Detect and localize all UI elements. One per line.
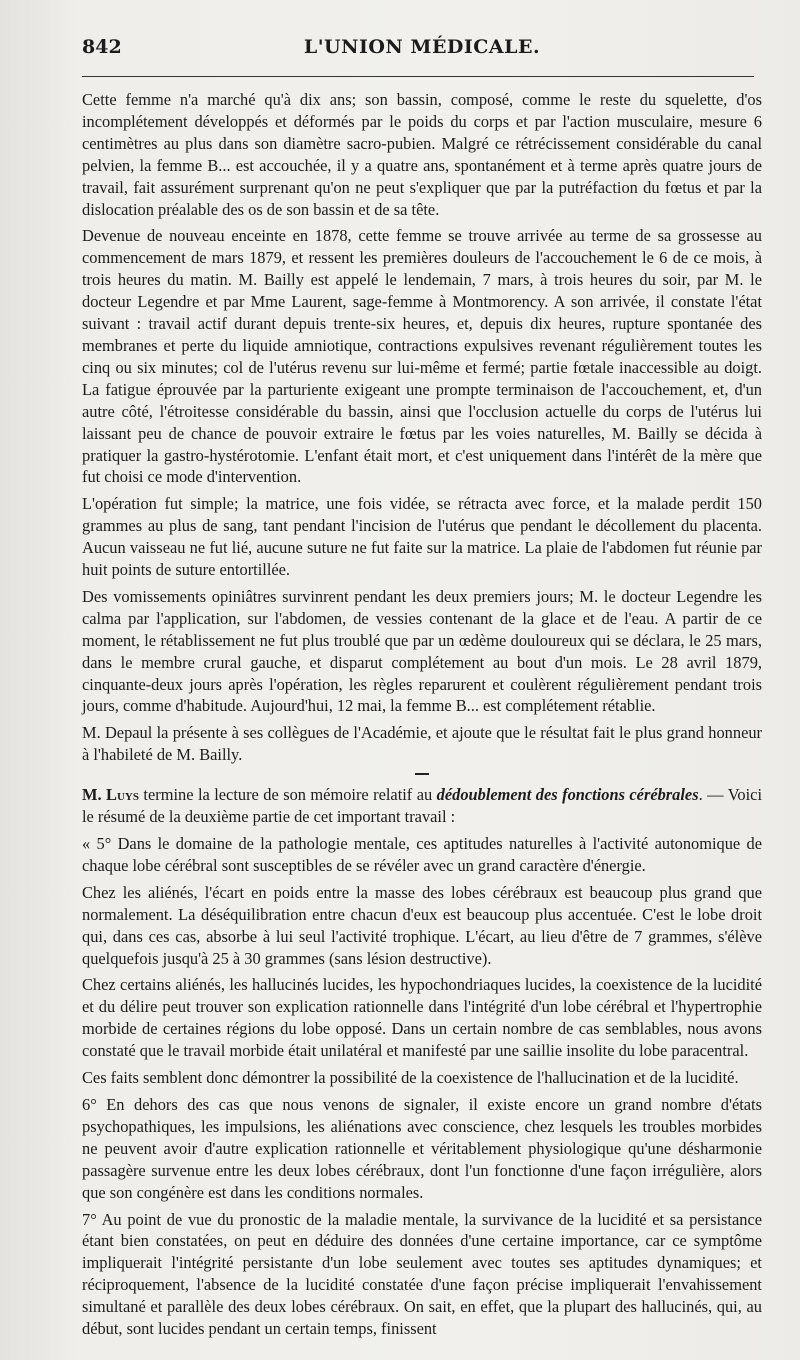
paragraph-10: 6° En dehors des cas que nous venons de signaler, il existe encore un grand nombre d'états psychopathiques, les impulsions, les aliénations avec conscience, chez lesquels les troubles morbides ne peuvent avoir d'autre explication rationnelle et véritablement physiologique qu'une désharmonie passagère survenue entre les deux lobes cérébraux, dont l'un fonctionne d'une façon irrégulière, alors que son congénère est dans les conditions normales.	[82, 1094, 762, 1202]
paragraph-4: Des vomissements opiniâtres survinrent pendant les deux premiers jours; M. le docteur Legendre les calma par l'application, sur l'abdomen, de vessies contenant de la glace et de l'eau. A partir de ce moment, le rétablissement ne fut plus troublé que par un œdème douloureux qui se déclara, le 25 mars, dans le membre crural gauche, et disparut complétement au bout d'un mois. Le 28 avril 1879, cinquante-deux jours après l'opération, les règles reparurent et coulèrent régulièrement pendant trois jours, comme d'habitude. Aujourd'hui, 12 mai, la femme B... est complétement rétablie.	[82, 586, 762, 716]
header-rule	[82, 76, 754, 77]
memoir-title: dédoublement des fonctions cérébrales	[436, 785, 699, 805]
speaker-name: M. Luys	[82, 785, 139, 805]
paragraph-7: Chez les aliénés, l'écart en poids entre la masse des lobes cérébraux est beaucoup plus grand que normalement. La déséquilibration entre chacun d'eux est beaucoup plus accentuée. C'est le lobe droit qui, dans ces cas, absorbe à lui seul l'activité trophique. L'écart, au lieu d'être de 7 grammes, s'élève quelquefois jusqu'à 25 à 30 grammes (sans lésion destructive).	[82, 882, 762, 968]
paragraph-5: M. Depaul la présente à ses collègues de l'Académie, et ajoute que le résultat fait le plus grand honneur à l'habileté de M. Bailly.	[82, 723, 762, 765]
paragraph-2: Devenue de nouveau enceinte en 1878, cette femme se trouve arrivée au terme de sa grossesse au commencement de mars 1879, et ressent les premières douleurs de l'accouchement le 6 de ce mois, à trois heures du matin. M. Bailly est appelé le lendemain, 7 mars, à trois heures du soir, par M. le docteur Legendre et par Mme Laurent, sage-femme à Montmorency. A son arrivée, il constate l'état suivant : travail actif durant depuis trente-six heures, et, depuis dix heures, rupture spontanée des membranes et perte du liquide amniotique, contractions expulsives revenant régulièrement toutes les cinq ou six minutes; col de l'utérus revenu sur lui-même et fermé; partie fœtale inaccessible au doigt. La fatigue éprouvée par la parturiente exigeant une prompte terminaison de l'accouchement, et, d'un autre côté, l'étroitesse considérable du bassin, ainsi que l'occlusion actuelle du corps de l'utérus lui laissant peu de chance de pouvoir extraire le fœtus par les voies naturelles, M. Bailly se décida à pratiquer la gastro-hystérotomie. L'enfant était mort, et c'est uniquement dans l'intérêt de la mère que fut choisi ce mode d'intervention.	[82, 226, 762, 487]
running-title: L'UNION MÉDICALE.	[303, 36, 541, 58]
page-number: 842	[82, 36, 122, 58]
paragraph-1: Cette femme n'a marché qu'à dix ans; son bassin, composé, comme le reste du squelette, d'os incomplétement développés et déformés par le poids du corps et par l'action musculaire, mesure 6 centimètres au plus dans son diamètre sacro-pubien. Malgré ce rétrécissement considérable du canal pelvien, la femme B... est accouchée, il y a quatre ans, spontanément et à terme après quatre jours de travail, fait assurément surprenant qu'on ne peut s'expliquer que par la putréfaction du fœtus et par la dislocation préalable des os de son bassin et de sa tête.	[82, 90, 762, 219]
paragraph-6: « 5° Dans le domaine de la pathologie mentale, ces aptitudes naturelles à l'activité autonomique de chaque lobe cérébral sont susceptibles de se révéler avec un grand caractère d'énergie.	[82, 834, 762, 875]
luys-intro	[82, 784, 762, 828]
paragraph-9: Ces faits semblent donc démontrer la possibilité de la coexistence de l'hallucination et de la lucidité.	[82, 1068, 739, 1088]
luys-intro-pre: termine la lecture de son mémoire relatif au	[138, 785, 437, 805]
paragraph-11: 7° Au point de vue du pronostic de la maladie mentale, la survivance de la lucidité et sa persistance étant bien constatées, on peut en déduire des données d'une certaine importance, car ce symptôme impliquerait l'intégrité persistante d'un lobe seulement avec toutes ses aptitudes dynamiques; et réciproquement, l'absence de la lucidité constatée d'une façon précise impliquerait l'envahissement simultané et parallèle des deux lobes cérébraux. On sait, en effet, que la plupart des hallucinés, qui, au début, sont lucides pendant un certain temps, finissent	[82, 1209, 762, 1339]
paragraph-3: L'opération fut simple; la matrice, une fois vidée, se rétracta avec force, et la malade perdit 150 grammes au plus de sang, tant pendant l'incision de l'utérus que pendant le décollement du placenta. Aucun vaisseau ne fut lié, aucune suture ne fut faite sur la matrice. La plaie de l'abdomen fut réunie par huit points de suture entortillée.	[82, 494, 762, 580]
luys-intro-post: . — Voici le résumé de la deuxième partie de cet important travail :	[82, 785, 762, 827]
page-header	[82, 36, 762, 76]
article-body	[82, 89, 762, 1340]
section-separator	[415, 773, 429, 775]
paragraph-8: Chez certains aliénés, les hallucinés lucides, les hypochondriaques lucides, la coexistence de la lucidité et du délire peut trouver son explication rationnelle dans l'intégrité d'un lobe cérébral et l'hypertrophie morbide de certaines régions du lobe opposé. Dans un certain nombre de cas semblables, nous avons constaté que le travail morbide était unilatéral et manifesté par une saillie insolite du lobe paracentral.	[82, 975, 762, 1061]
